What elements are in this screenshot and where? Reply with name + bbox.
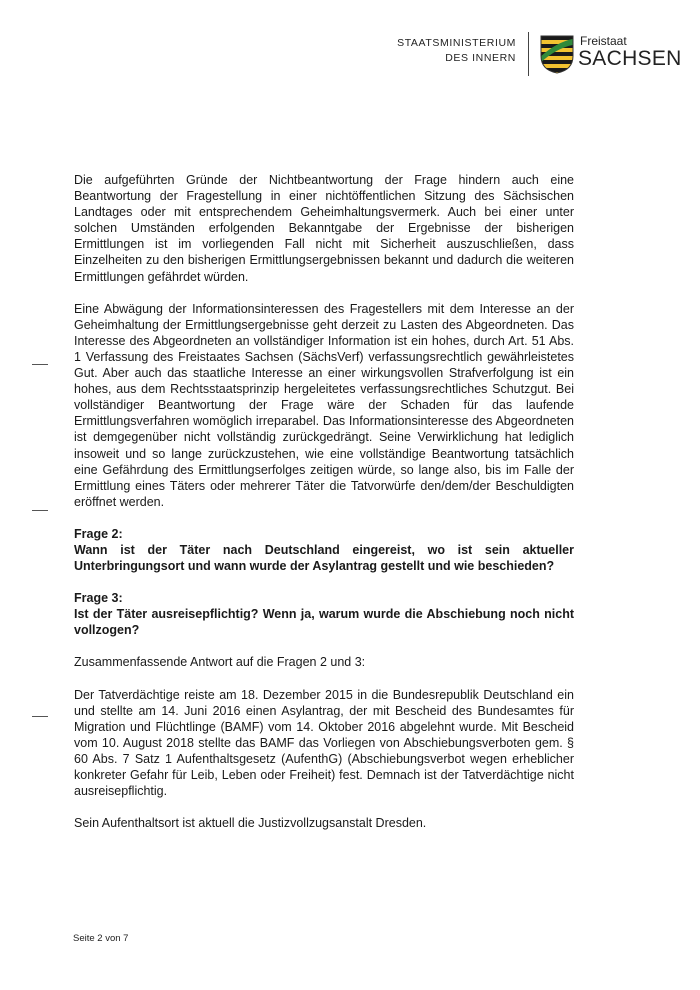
header-divider — [528, 32, 529, 76]
ministry-line-1: STAATSMINISTERIUM — [397, 37, 516, 49]
margin-fold-mark — [32, 716, 48, 717]
question-3-label: Frage 3: — [74, 591, 123, 606]
paragraph-nondisclosure-reasons: Die aufgeführten Gründe der Nichtbeantwortung der Frage hindern auch eine Beantwortung der Fragestellung in einer nichtöffentlichen Sitzung des Sächsischen Landtages oder mit entsprechendem Geheimhaltungsvermerk. Auch bei einer unter solchen Umständen erfolgenden Bekanntgabe der Ergebnisse der bisherigen Ermittlungen ist im vorliegenden Fall nicht mit Sicherheit auszuschließen, dass Einzelheiten zu den bisherigen Ermittlungsergebnissen bekannt und dadurch die weiteren Ermittlungen gefährdet würden. — [74, 173, 574, 284]
ministry-name — [396, 36, 516, 66]
state-label: Freistaat — [580, 34, 627, 48]
question-2-label: Frage 2: — [74, 526, 123, 541]
question-2-text: Wann ist der Täter nach Deutschland eingereist, wo ist sein aktueller Unterbringungsort und wann wurde der Asylantrag gestellt und wie beschieden? — [74, 542, 574, 574]
page-number: Seite 2 von 7 — [73, 933, 129, 944]
state-name: SACHSEN — [578, 47, 682, 70]
paragraph-current-location: Sein Aufenthaltsort ist aktuell die Justizvollzugsanstalt Dresden. — [74, 816, 427, 831]
ministry-line-2: DES INNERN — [445, 52, 516, 64]
question-2 — [74, 526, 574, 574]
question-3 — [74, 590, 574, 638]
margin-fold-mark — [32, 364, 48, 365]
paragraph-interest-balancing: Eine Abwägung der Informationsinteressen des Fragestellers mit dem Interesse an der Geheimhaltung der Ermittlungsergebnisse geht derzeit zu Lasten des Abgeordneten. Das Interesse des Abgeordneten an vollständiger Information ist ein hohes, durch Art. 51 Abs. 1 Verfassung des Freistaates Sachsen (SächsVerf) verfassungsrechtlich gewährleistetes Gut. Aber auch das staatliche Interesse an einer wirkungsvollen Strafverfolgung ist ein hohes, aus dem Rechtsstaatsprinzip hergeleitetes verfassungsrechtliches Schutzgut. Bei vollständiger Beantwortung der Frage wäre der Schaden für das laufende Ermittlungsverfahren womöglich irreparabel. Das Informationsinteresse des Abgeordneten ist demgegenüber nicht vollständig zurückgedrängt. Seine Verwirklichung hat lediglich insoweit und so lange zurückzustehen, wie eine vollständige Beantwortung tatsächlich eine Gefährdung des Ermittlungserfolges zeitigen würde, so lange also, bis im Falle der Ermittlung eines Täters oder mehrerer Täter die Tatvorwürfe den/dem/der Beschuldigten eröffnet werden. — [74, 301, 574, 509]
margin-punch-mark — [32, 510, 48, 511]
summary-answer-heading: Zusammenfassende Antwort auf die Fragen 2 und 3: — [74, 655, 366, 670]
saxony-coat-of-arms-icon — [539, 34, 575, 74]
question-3-text: Ist der Täter ausreisepflichtig? Wenn ja, warum wurde die Abschiebung noch nicht vollzogen? — [74, 607, 574, 638]
paragraph-asylum-details: Der Tatverdächtige reiste am 18. Dezember 2015 in die Bundesrepublik Deutschland ein und stellte am 14. Juni 2016 einen Asylantrag, der mit Bescheid des Bundesamtes für Migration und Flüchtlinge (BAMF) vom 14. Oktober 2016 abgelehnt wurde. Mit Bescheid vom 10. August 2018 stellte das BAMF das Vorliegen von Abschiebungsverboten gem. § 60 Abs. 7 Satz 1 Aufenthaltsgesetz (AufenthG) (Abschiebungsverbot wegen erheblicher konkreter Gefahr für Leib, Leben oder Freiheit) fest. Demnach ist der Tatverdächtige nicht ausreisepflichtig. — [74, 687, 574, 799]
document-body — [74, 172, 574, 831]
